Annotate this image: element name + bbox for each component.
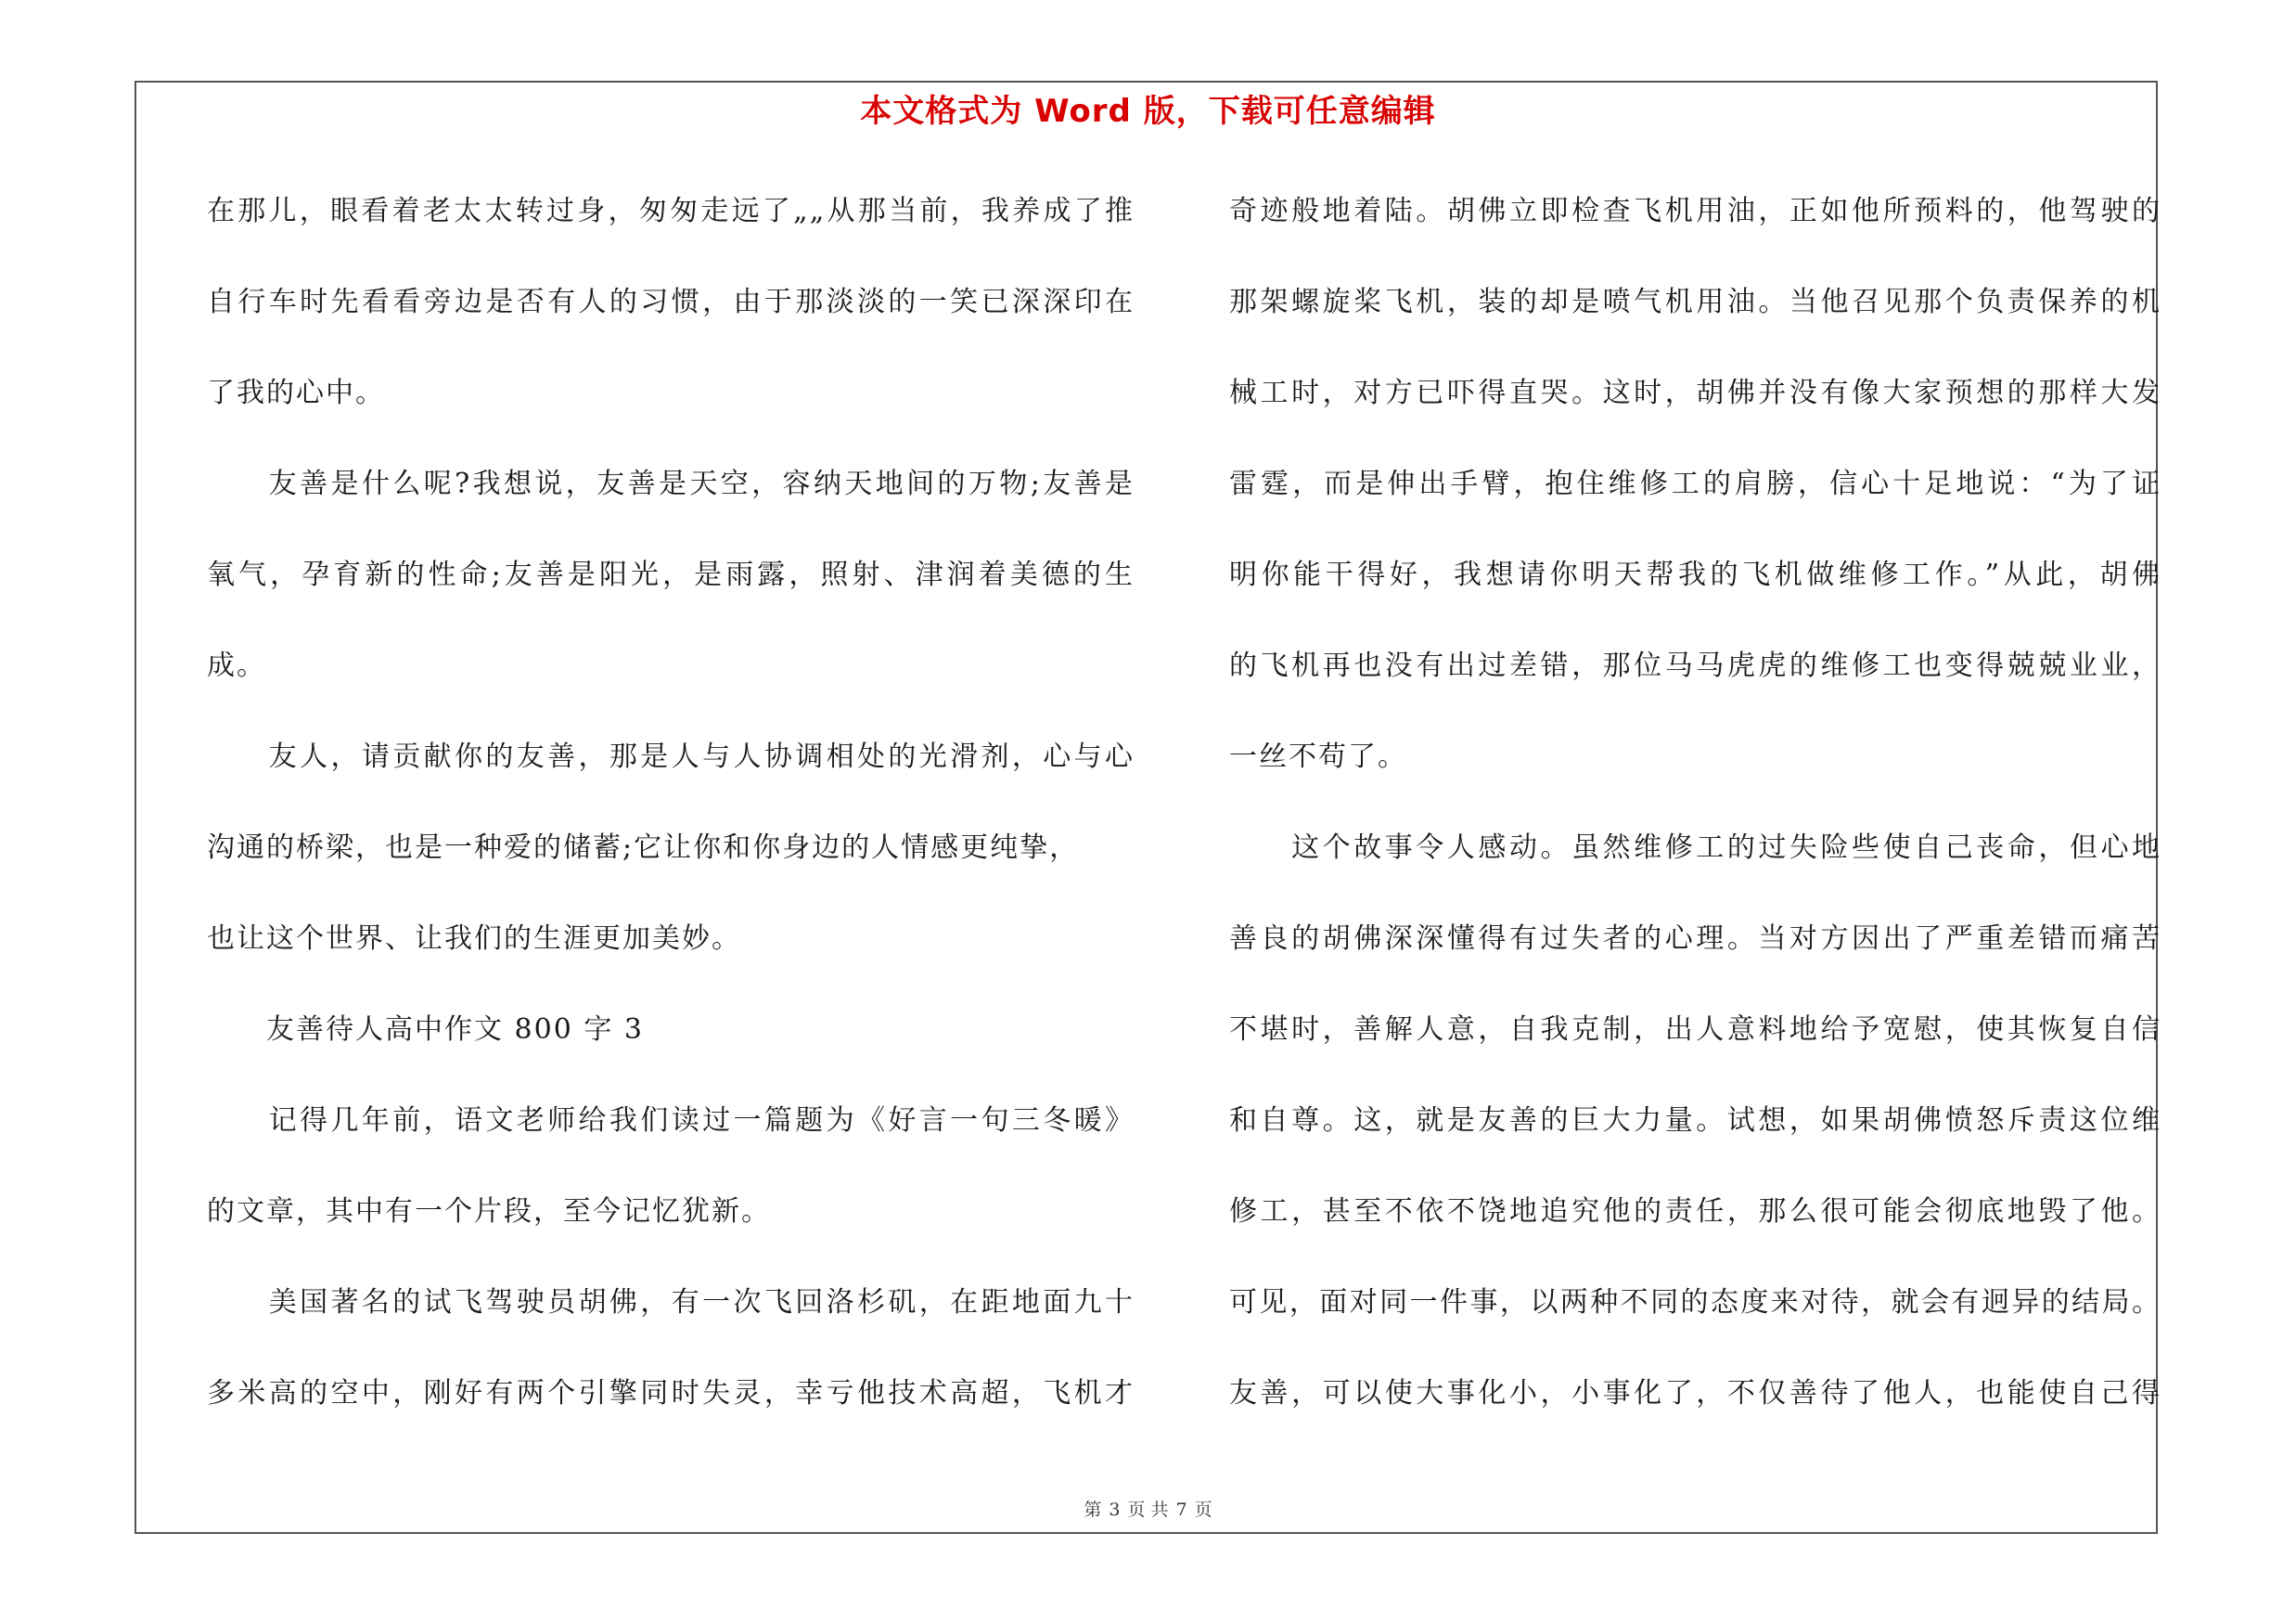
text-line: 沟通的桥梁，也是一种爱的储蓄;它让你和你身边的人情感更纯挚， xyxy=(207,831,1080,864)
text-line: 的飞机再也没有出过差错，那位马马虎虎的维修工也变得兢兢业业， xyxy=(1229,650,2161,682)
text-line: 奇迹般地着陆。胡佛立即检查飞机用油，正如他所预料的，他驾驶的 xyxy=(1229,195,2161,227)
text-line: 和自尊。这，就是友善的巨大力量。试想，如果胡佛愤怒斥责这位维 xyxy=(1229,1104,2161,1137)
left-column xyxy=(207,181,1135,1454)
page-footer xyxy=(0,1496,2296,1521)
text-line: 友人，请贡献你的友善，那是人与人协调相处的光滑剂，心与心 xyxy=(207,741,1135,773)
page-number: 3 xyxy=(1109,1500,1121,1520)
text-line: 雷霆，而是伸出手臂，抱住维修工的肩膀，信心十足地说：“为了证 xyxy=(1229,468,2161,500)
text-line: 的文章，其中有一个片段，至今记忆犹新。 xyxy=(207,1195,771,1228)
text-line: 在那儿，眼看着老太太转过身，匆匆走远了„„从那当前，我养成了推 xyxy=(207,195,1135,227)
text-line: 美国著名的试飞驾驶员胡佛，有一次飞回洛杉矶，在距地面九十 xyxy=(207,1286,1135,1319)
section-heading: 友善待人高中作文 800 字 3 xyxy=(207,1013,644,1046)
footer-middle: 页 共 xyxy=(1127,1500,1169,1520)
text-line: 不堪时，善解人意，自我克制，出人意料地给予宽慰，使其恢复自信 xyxy=(1229,1013,2161,1046)
page-total: 7 xyxy=(1175,1500,1187,1520)
text-line: 友善，可以使大事化小，小事化了，不仅善待了他人，也能使自己得 xyxy=(1229,1377,2161,1410)
text-line: 自行车时先看看旁边是否有人的习惯，由于那淡淡的一笑已深深印在 xyxy=(207,286,1135,318)
text-line: 一丝不苟了。 xyxy=(1229,741,1407,773)
text-line: 修工，甚至不依不饶地追究他的责任，那么很可能会彻底地毁了他。 xyxy=(1229,1195,2161,1228)
text-line: 那架螺旋桨飞机，装的却是喷气机用油。当他召见那个负责保养的机 xyxy=(1229,286,2161,318)
text-line: 善良的胡佛深深懂得有过失者的心理。当对方因出了严重差错而痛苦 xyxy=(1229,922,2161,955)
right-column xyxy=(1229,181,2161,1454)
text-line: 多米高的空中，刚好有两个引擎同时失灵，幸亏他技术高超，飞机才 xyxy=(207,1377,1135,1410)
text-line: 明你能干得好，我想请你明天帮我的飞机做维修工作。”从此，胡佛 xyxy=(1229,559,2161,591)
footer-suffix: 页 xyxy=(1194,1500,1212,1520)
text-line: 成。 xyxy=(207,650,266,682)
text-line: 可见，面对同一件事，以两种不同的态度来对待，就会有迥异的结局。 xyxy=(1229,1286,2161,1319)
text-line: 了我的心中。 xyxy=(207,377,385,409)
text-line: 友善是什么呢?我想说，友善是天空，容纳天地间的万物;友善是 xyxy=(207,468,1135,500)
text-line: 也让这个世界、让我们的生涯更加美妙。 xyxy=(207,922,741,955)
format-banner: 本文格式为 Word 版，下载可任意编辑 xyxy=(860,93,1436,130)
footer-prefix: 第 xyxy=(1084,1500,1102,1520)
text-line: 氧气，孕育新的性命;友善是阳光，是雨露，照射、津润着美德的生 xyxy=(207,559,1135,591)
text-line: 这个故事令人感动。虽然维修工的过失险些使自己丧命，但心地 xyxy=(1229,831,2161,864)
text-line: 记得几年前，语文老师给我们读过一篇题为《好言一句三冬暖》 xyxy=(207,1104,1135,1137)
text-line: 械工时，对方已吓得直哭。这时，胡佛并没有像大家预想的那样大发 xyxy=(1229,377,2161,409)
